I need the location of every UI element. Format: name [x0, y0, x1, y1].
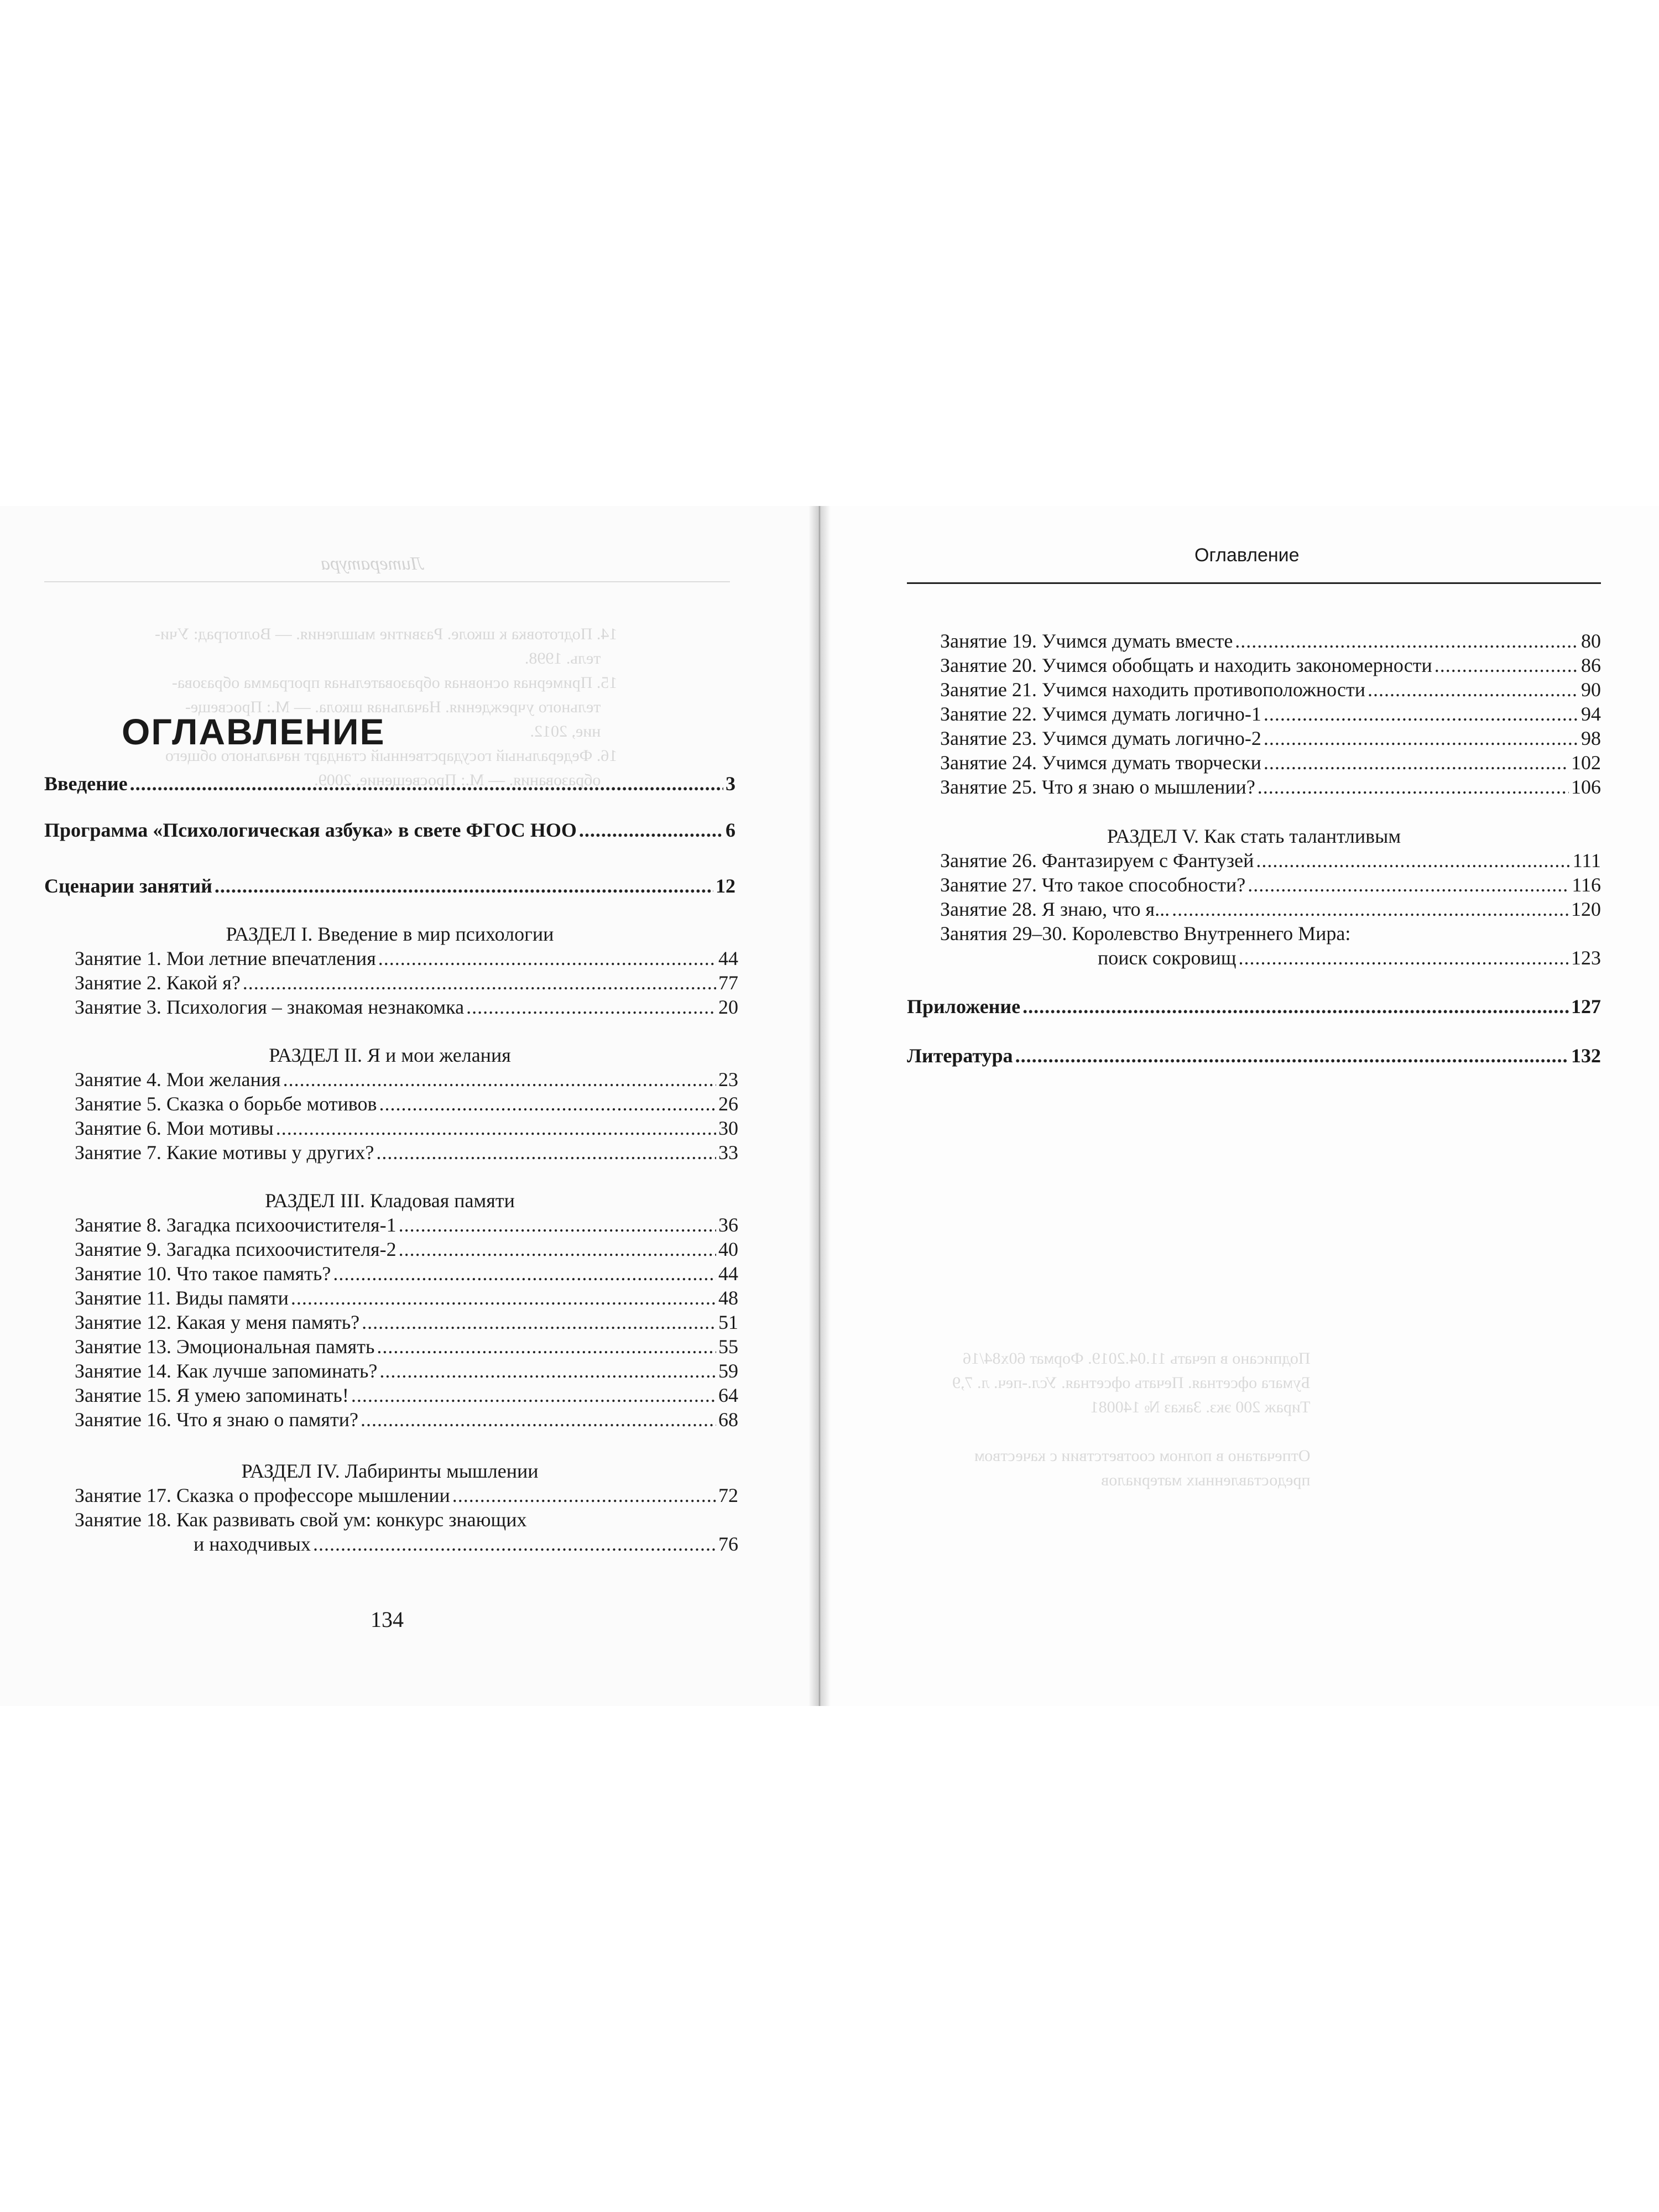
- toc-entry[interactable]: [75, 1359, 738, 1383]
- toc-entry[interactable]: [940, 726, 1601, 750]
- entry-title: Занятие 24. Учимся думать творчески: [940, 752, 1261, 774]
- entry-title: Программа «Психологическая азбука» в свете ФГОС НОО: [44, 819, 577, 841]
- entry-page: 59: [718, 1360, 738, 1382]
- dot-leader: [283, 1067, 716, 1092]
- toc-entry[interactable]: [940, 629, 1601, 653]
- entry-title: Занятие 8. Загадка психоочистителя-1: [75, 1214, 397, 1236]
- dot-leader: [1172, 897, 1569, 921]
- dot-leader: [1256, 848, 1570, 873]
- entry-title: Занятие 23. Учимся думать логично-2: [940, 727, 1261, 749]
- entry-title: Занятие 12. Какая у меня память?: [75, 1311, 360, 1333]
- toc-entry-scenarios[interactable]: [44, 874, 735, 898]
- book-gutter: [808, 506, 831, 1706]
- entry-title: Занятие 19. Учимся думать вместе: [940, 630, 1233, 652]
- entry-title: Занятие 11. Виды памяти: [75, 1287, 289, 1309]
- entry-title: Занятие 16. Что я знаю о памяти?: [75, 1408, 358, 1431]
- toc-entry[interactable]: [940, 702, 1601, 726]
- entry-page: 55: [718, 1335, 738, 1358]
- entry-title: Занятие 2. Какой я?: [75, 972, 241, 994]
- entry-page: 40: [718, 1238, 738, 1260]
- entry-page: 23: [718, 1068, 738, 1091]
- entry-title: Занятие 9. Загадка психоочистителя-2: [75, 1238, 397, 1260]
- book-spread: [0, 506, 1659, 1706]
- entry-title: Литература: [907, 1045, 1013, 1067]
- dot-leader: [1238, 946, 1569, 970]
- dot-leader: [1258, 775, 1569, 799]
- entry-page: 44: [718, 947, 738, 969]
- entry-page: 26: [718, 1093, 738, 1115]
- entry-page: 77: [718, 972, 738, 994]
- entry-page: 48: [718, 1287, 738, 1309]
- show-through-text: Подписано в печать 11.04.2019. Формат 60x84/16 Бумага офсетная. Печать офсетная. Усл.-печ. л. 7,9 Тираж 200 экз. Заказ № 140081 Отпечатано в полном соответствии с качеством предоставленных материалов: [952, 1349, 1311, 1489]
- entry-title: Занятие 21. Учимся находить противоположности: [940, 679, 1365, 701]
- entry-page: 6: [726, 819, 735, 841]
- toc-entry[interactable]: [75, 1286, 738, 1310]
- toc-entry[interactable]: [75, 1383, 738, 1407]
- entry-page: 76: [718, 1533, 738, 1555]
- section-heading-1: РАЗДЕЛ I. Введение в мир психологии: [226, 923, 554, 945]
- dot-leader: [579, 818, 723, 842]
- dot-leader: [351, 1383, 716, 1407]
- toc-entry[interactable]: [75, 1140, 738, 1165]
- entry-page: 127: [1571, 995, 1601, 1018]
- entry-title: Введение: [44, 773, 128, 795]
- dot-leader: [1368, 677, 1579, 702]
- entry-title: Занятие 13. Эмоциональная память: [75, 1335, 375, 1358]
- dot-leader: [1264, 726, 1579, 750]
- toc-entry[interactable]: [940, 653, 1601, 677]
- entry-page: 132: [1571, 1045, 1601, 1067]
- dot-leader: [361, 1407, 716, 1432]
- left-page: [0, 506, 820, 1706]
- toc-entry[interactable]: [940, 750, 1601, 775]
- toc-entry[interactable]: [75, 1310, 738, 1334]
- toc-entry[interactable]: [75, 1261, 738, 1286]
- toc-entry[interactable]: [75, 1483, 738, 1507]
- entry-page: 106: [1571, 776, 1601, 798]
- toc-entry[interactable]: [940, 775, 1601, 799]
- show-through-text: 14. Подготовка к школе. Развитие мышления. — Волгоград: Учи- тель. 1998. 15. Примерная основная образовательная программа образова- тельного учреждения. Начальная школа. — М.: Просвеще- ние, 2012. 16. Федеральный государственный стандарт начального общего образования. — М.: Просвещение, 2009.: [155, 625, 618, 789]
- entry-title: Занятие 25. Что я знаю о мышлении?: [940, 776, 1255, 798]
- dot-leader: [215, 874, 713, 898]
- entry-title: Занятие 28. Я знаю, что я...: [940, 898, 1170, 920]
- dot-leader: [1235, 629, 1579, 653]
- entry-title: Занятие 1. Мои летние впечатления: [75, 947, 376, 969]
- entry-page: 123: [1571, 947, 1601, 969]
- dot-leader: [243, 971, 716, 995]
- toc-entry[interactable]: [940, 848, 1601, 873]
- toc-entry[interactable]: [75, 1067, 738, 1092]
- dot-leader: [379, 1092, 716, 1116]
- dot-leader: [399, 1213, 716, 1237]
- dot-leader: [291, 1286, 716, 1310]
- entry-page: 68: [718, 1408, 738, 1431]
- toc-entry[interactable]: [75, 1407, 738, 1432]
- entry-title: Занятие 6. Мои мотивы: [75, 1117, 274, 1139]
- entry-title: Приложение: [907, 995, 1021, 1018]
- dot-leader: [1264, 750, 1569, 775]
- entry-title: поиск сокровищ: [1098, 947, 1237, 969]
- toc-entry[interactable]: [194, 1532, 738, 1556]
- toc-entry-literature[interactable]: [907, 1044, 1601, 1068]
- toc-entry[interactable]: [75, 971, 738, 995]
- toc-entry[interactable]: [75, 1213, 738, 1237]
- entry-page: 51: [718, 1311, 738, 1333]
- dot-leader: [1248, 873, 1569, 897]
- entry-page: 12: [716, 875, 735, 897]
- entry-title: Занятие 10. Что такое память?: [75, 1262, 331, 1285]
- entry-page: 33: [718, 1141, 738, 1164]
- toc-entry[interactable]: [75, 1334, 738, 1359]
- dot-leader: [376, 1140, 716, 1165]
- entry-page: 86: [1581, 654, 1601, 676]
- toc-entry[interactable]: [75, 1116, 738, 1140]
- dot-leader: [1022, 994, 1569, 1019]
- entry-page: 116: [1572, 874, 1601, 896]
- entry-page: 72: [718, 1484, 738, 1506]
- dot-leader: [452, 1483, 716, 1507]
- entry-page: 80: [1581, 630, 1601, 652]
- toc-entry[interactable]: [940, 897, 1601, 921]
- dot-leader: [313, 1532, 716, 1556]
- header-rule: [907, 582, 1601, 584]
- entry-page: 44: [718, 1262, 738, 1285]
- entry-page: 3: [726, 773, 735, 795]
- entry-page: 120: [1571, 898, 1601, 920]
- toc-entry[interactable]: [940, 873, 1601, 897]
- toc-entry[interactable]: [940, 677, 1601, 702]
- entry-title: Занятие 26. Фантазируем с Фантузей: [940, 849, 1254, 872]
- entry-page: 36: [718, 1214, 738, 1236]
- section-heading-2: РАЗДЕЛ II. Я и мои желания: [269, 1044, 511, 1066]
- page-number: 134: [371, 1607, 404, 1632]
- toc-entry-introduction[interactable]: [44, 771, 735, 796]
- entry-page: 90: [1581, 679, 1601, 701]
- toc-entry[interactable]: [75, 1092, 738, 1116]
- dot-leader: [377, 1334, 716, 1359]
- section-heading-3: РАЗДЕЛ III. Кладовая памяти: [265, 1190, 515, 1212]
- dot-leader: [276, 1116, 716, 1140]
- toc-entry-program[interactable]: [44, 818, 735, 842]
- dot-leader: [379, 1359, 716, 1383]
- toc-entry-appendix[interactable]: [907, 994, 1601, 1019]
- entry-title: Занятие 3. Психология – знакомая незнакомка: [75, 996, 465, 1018]
- entry-title: Занятие 15. Я умею запоминать!: [75, 1384, 349, 1406]
- dot-leader: [378, 946, 716, 971]
- section-heading-5: РАЗДЕЛ V. Как стать талантливым: [1107, 825, 1401, 847]
- entry-title: Занятие 14. Как лучше запоминать?: [75, 1360, 378, 1382]
- entry-page: 111: [1572, 849, 1601, 872]
- entry-page: 20: [718, 996, 738, 1018]
- entry-page: 98: [1581, 727, 1601, 749]
- toc-entry[interactable]: [1098, 946, 1601, 970]
- entry-title: Занятие 4. Мои желания: [75, 1068, 281, 1091]
- entry-page: 30: [718, 1117, 738, 1139]
- entry-title: Занятие 7. Какие мотивы у других?: [75, 1141, 374, 1164]
- entry-page: 94: [1581, 703, 1601, 725]
- entry-title: Занятие 20. Учимся обобщать и находить закономерности: [940, 654, 1432, 676]
- dot-leader: [1264, 702, 1579, 726]
- dot-leader: [333, 1261, 716, 1286]
- entry-title: Занятие 22. Учимся думать логично-1: [940, 703, 1261, 725]
- entry-page: 102: [1571, 752, 1601, 774]
- show-through-heading: Литература: [321, 554, 424, 574]
- dot-leader: [362, 1310, 716, 1334]
- dot-leader: [130, 771, 723, 796]
- toc-entry-line[interactable]: Занятие 18. Как развивать свой ум: конкурс знающих: [75, 1509, 527, 1531]
- running-head: Оглавление: [1194, 545, 1300, 566]
- entry-title: Занятие 17. Сказка о профессоре мышлении: [75, 1484, 450, 1506]
- dot-leader: [399, 1237, 716, 1261]
- dot-leader: [466, 995, 716, 1019]
- show-through-rule: [44, 581, 730, 582]
- toc-title: ОГЛАВЛЕНИЕ: [122, 711, 385, 752]
- entry-title: и находчивых: [194, 1533, 311, 1555]
- entry-page: 64: [718, 1384, 738, 1406]
- entry-title: Занятие 5. Сказка о борьбе мотивов: [75, 1093, 377, 1115]
- section-heading-4: РАЗДЕЛ IV. Лабиринты мышлении: [241, 1460, 539, 1482]
- dot-leader: [1434, 653, 1579, 677]
- entry-title: Занятие 27. Что такое способности?: [940, 874, 1246, 896]
- toc-entry[interactable]: [75, 946, 738, 971]
- dot-leader: [1015, 1044, 1569, 1068]
- entry-title: Сценарии занятий: [44, 875, 212, 897]
- toc-entry[interactable]: [75, 995, 738, 1019]
- toc-entry[interactable]: [75, 1237, 738, 1261]
- toc-entry-line[interactable]: Занятия 29–30. Королевство Внутреннего Мира:: [940, 922, 1351, 945]
